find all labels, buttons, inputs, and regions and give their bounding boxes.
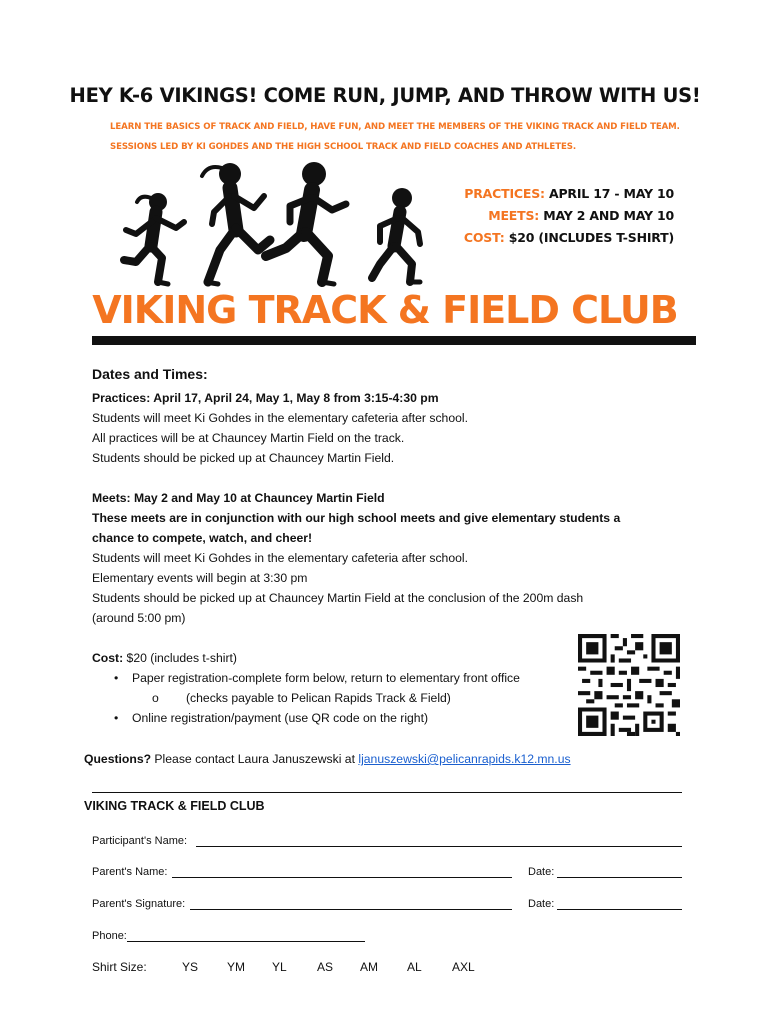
title-divider-bar bbox=[92, 336, 696, 345]
practices-section bbox=[92, 388, 692, 468]
sub-bullet-checks bbox=[92, 688, 572, 708]
runner-small-boy-icon bbox=[372, 188, 420, 282]
parent-signature-field[interactable] bbox=[190, 909, 512, 910]
sub-bullet-circle-icon: o bbox=[152, 691, 159, 705]
registration-qr-code[interactable] bbox=[578, 634, 680, 736]
date-label-1: Date: bbox=[528, 866, 555, 878]
participant-name-label: Participant's Name: bbox=[92, 835, 188, 847]
meets-line-4: (around 5:00 pm) bbox=[92, 611, 186, 625]
cost-heading-value: $20 (includes t-shirt) bbox=[123, 651, 237, 665]
shirt-size-option-yl[interactable]: YL bbox=[272, 960, 287, 974]
parent-name-field[interactable] bbox=[172, 877, 512, 878]
runners-illustration bbox=[118, 160, 438, 290]
questions-text: Please contact Laura Januszewski at bbox=[151, 752, 359, 766]
runner-girl-icon bbox=[124, 193, 184, 284]
meets-line-2: Elementary events will begin at 3:30 pm bbox=[92, 571, 308, 585]
parent-signature-label: Parent's Signature: bbox=[92, 898, 186, 910]
bullet-paper-text: Paper registration-complete form below, return to elementary front office bbox=[132, 671, 520, 685]
meets-section bbox=[92, 488, 692, 628]
shirt-size-option-as[interactable]: AS bbox=[317, 960, 334, 974]
phone-field[interactable] bbox=[127, 941, 365, 942]
shirt-size-label: Shirt Size: bbox=[92, 960, 147, 974]
bullet-paper bbox=[92, 668, 572, 688]
practices-value: APRIL 17 - MAY 10 bbox=[548, 186, 674, 201]
date-field-1[interactable] bbox=[557, 877, 682, 878]
meets-line-1: Students will meet Ki Gohdes in the elementary cafeteria after school. bbox=[92, 551, 468, 565]
practices-line-1: Students will meet Ki Gohdes in the elementary cafeteria after school. bbox=[92, 411, 468, 425]
participant-name-field[interactable] bbox=[196, 846, 682, 847]
club-title: VIKING TRACK & FIELD CLUB bbox=[92, 288, 678, 332]
shirt-size-option-am[interactable]: AM bbox=[360, 960, 378, 974]
meets-bold-line-1: These meets are in conjunction with our high school meets and give elementary students a bbox=[92, 511, 621, 525]
contact-email-link[interactable]: ljanuszewski@pelicanrapids.k12.mn.us bbox=[358, 752, 571, 766]
practices-line-3: Students should be picked up at Chauncey Martin Field. bbox=[92, 451, 395, 465]
bullet-online-text: Online registration/payment (use QR code on the right) bbox=[132, 711, 429, 725]
shirt-size-option-ys[interactable]: YS bbox=[182, 960, 199, 974]
sub-bullet-text: (checks payable to Pelican Rapids Track & Field) bbox=[186, 691, 451, 705]
flyer-subline-2: SESSIONS LED BY KI GOHDES AND THE HIGH SCHOOL TRACK AND FIELD COACHES AND ATHLETES. bbox=[110, 142, 576, 152]
meets-bold-line-2: chance to compete, watch, and cheer! bbox=[92, 531, 313, 545]
flyer-headline: HEY K-6 VIKINGS! COME RUN, JUMP, AND THROW WITH US! bbox=[69, 84, 701, 107]
practices-label: PRACTICES: bbox=[464, 186, 545, 201]
phone-label: Phone: bbox=[92, 930, 127, 942]
cost-heading-label: Cost: bbox=[92, 651, 124, 665]
form-title: VIKING TRACK & FIELD CLUB bbox=[84, 799, 265, 813]
shirt-size-option-axl[interactable]: AXL bbox=[452, 960, 475, 974]
questions-line bbox=[84, 749, 724, 769]
meets-line-3: Students should be picked up at Chauncey Martin Field at the conclusion of the 200m dash bbox=[92, 591, 584, 605]
meets-value: MAY 2 AND MAY 10 bbox=[543, 208, 674, 223]
info-meets bbox=[488, 208, 674, 223]
runner-girl-2-icon bbox=[202, 163, 270, 284]
info-cost bbox=[464, 230, 674, 245]
form-divider bbox=[92, 792, 682, 793]
bullet-online bbox=[92, 708, 572, 728]
practices-heading: Practices: April 17, April 24, May 1, May 8 from 3:15-4:30 pm bbox=[92, 391, 439, 405]
meets-heading: Meets: May 2 and May 10 at Chauncey Martin Field bbox=[92, 491, 385, 505]
dates-times-title: Dates and Times: bbox=[92, 366, 208, 382]
bullet-dot-icon: • bbox=[114, 711, 119, 725]
cost-label: COST: bbox=[463, 230, 505, 245]
date-label-2: Date: bbox=[528, 898, 555, 910]
meets-label: MEETS: bbox=[488, 208, 540, 223]
flyer-subline-1: LEARN THE BASICS OF TRACK AND FIELD, HAVE FUN, AND MEET THE MEMBERS OF THE VIKING TRACK AND FIELD TEAM. bbox=[110, 122, 680, 132]
date-field-2[interactable] bbox=[557, 909, 682, 910]
shirt-size-option-ym[interactable]: YM bbox=[227, 960, 245, 974]
bullet-dot-icon: • bbox=[114, 671, 119, 685]
questions-label: Questions? bbox=[84, 752, 152, 766]
cost-section bbox=[92, 648, 572, 728]
parent-name-label: Parent's Name: bbox=[92, 866, 168, 878]
runner-boy-icon bbox=[266, 162, 346, 284]
shirt-size-option-al[interactable]: AL bbox=[407, 960, 422, 974]
info-practices bbox=[464, 186, 674, 201]
practices-line-2: All practices will be at Chauncey Martin Field on the track. bbox=[92, 431, 405, 445]
cost-value: $20 (INCLUDES T-SHIRT) bbox=[508, 230, 674, 245]
